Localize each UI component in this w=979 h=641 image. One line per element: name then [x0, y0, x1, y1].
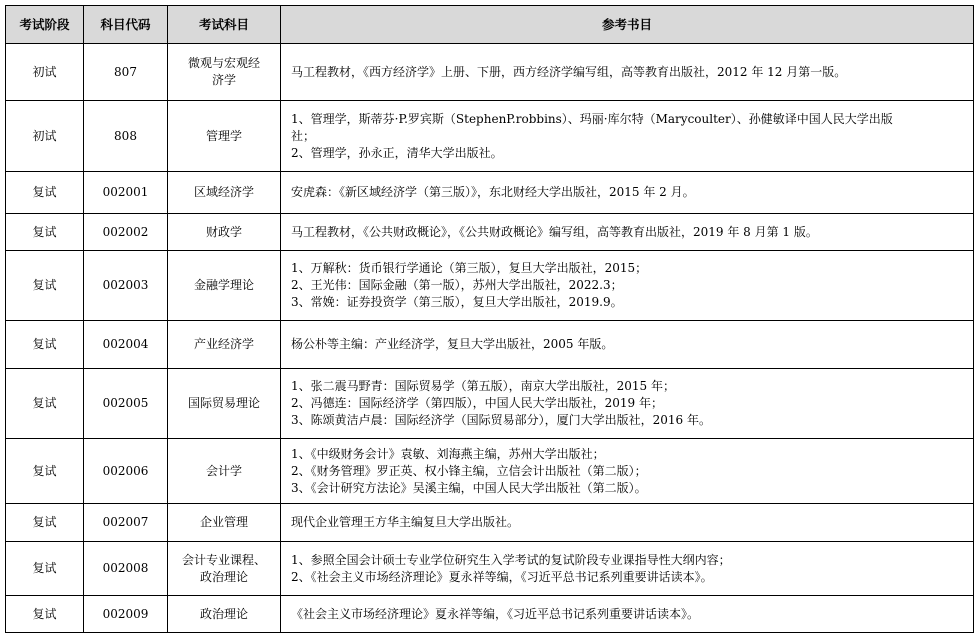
stage-cell: 复试	[6, 439, 84, 504]
reference-line: 安虎森：《新区域经济学（第三版）》，东北财经大学出版社，2015 年 2 月。	[291, 185, 695, 199]
reference-line: 1、张二震马野青：国际贸易学（第五版），南京大学出版社，2015 年；	[291, 379, 675, 393]
table-row	[6, 439, 974, 504]
reference-line: 杨公朴等主编：产业经济学，复旦大学出版社，2005 年版。	[291, 337, 614, 351]
references-cell	[281, 321, 974, 369]
reference-line: 2、管理学，孙永正，清华大学出版社。	[291, 145, 503, 160]
header-code: 科目代码	[84, 6, 168, 44]
subject-line: 微观与宏观经	[187, 56, 260, 70]
reference-line: 1、参照全国会计硕士专业学位研究生入学考试的复试阶段专业课指导性大纲内容；	[291, 552, 731, 567]
reference-book-table	[5, 5, 974, 633]
reference-line: 2、《社会主义市场经济理论》夏永祥等编，《习近平总书记系列重要讲话读本》。	[291, 569, 713, 584]
code-cell: 002001	[84, 172, 168, 214]
code-cell: 002006	[84, 439, 168, 504]
code-cell: 002009	[84, 596, 168, 633]
table-row	[6, 369, 974, 439]
code-cell: 002004	[84, 321, 168, 369]
subject-cell	[168, 251, 281, 321]
table-row	[6, 214, 974, 251]
reference-line: 3、《会计研究方法论》吴溪主编，中国人民大学出版社（第二版）。	[291, 480, 647, 495]
subject-cell	[168, 596, 281, 633]
references-cell	[281, 542, 974, 596]
references-cell	[281, 439, 974, 504]
subject-cell	[168, 214, 281, 251]
stage-cell: 复试	[6, 172, 84, 214]
table-row	[6, 172, 974, 214]
table-row	[6, 321, 974, 369]
subject-cell	[168, 542, 281, 596]
stage-cell: 复试	[6, 251, 84, 321]
references-cell	[281, 44, 974, 101]
subject-line: 区域经济学	[193, 185, 254, 199]
reference-line: 社；	[291, 128, 316, 143]
references-cell	[281, 504, 974, 542]
code-cell: 002008	[84, 542, 168, 596]
references-cell	[281, 101, 974, 172]
references-cell	[281, 214, 974, 251]
header-subject: 考试科目	[168, 6, 281, 44]
table-row	[6, 44, 974, 101]
stage-cell: 复试	[6, 214, 84, 251]
stage-cell: 初试	[6, 44, 84, 101]
code-cell: 807	[84, 44, 168, 101]
subject-line: 政治理论	[199, 606, 248, 621]
header-stage: 考试阶段	[6, 6, 84, 44]
subject-line: 济学	[211, 73, 236, 87]
references-cell	[281, 596, 974, 633]
code-cell: 808	[84, 101, 168, 172]
reference-line: 《社会主义市场经济理论》夏永祥等编，《习近平总书记系列重要讲话读本》。	[291, 606, 700, 621]
stage-cell: 复试	[6, 321, 84, 369]
stage-cell: 复试	[6, 596, 84, 633]
stage-cell: 复试	[6, 542, 84, 596]
subject-cell	[168, 321, 281, 369]
reference-line: 1、管理学，斯蒂芬·P.罗宾斯（StephenP.robbins）、玛丽·库尔特（Marycoulter）、孙健敏译中国人民大学出版	[291, 111, 893, 126]
stage-cell: 复试	[6, 369, 84, 439]
reference-line: 2、冯德连：国际经济学（第四版），中国人民大学出版社，2019 年；	[291, 396, 663, 410]
reference-line: 马工程教材，《西方经济学》上册、下册，西方经济学编写组，高等教育出版社，2012 年 12 月第一版。	[291, 64, 847, 79]
subject-line: 管理学	[205, 128, 242, 143]
subject-line: 产业经济学	[193, 337, 254, 351]
subject-cell	[168, 44, 281, 101]
reference-line: 现代企业管理王方华主编复旦大学出版社。	[291, 515, 520, 529]
subject-cell	[168, 101, 281, 172]
table-row	[6, 504, 974, 542]
subject-cell	[168, 369, 281, 439]
subject-line: 国际贸易理论	[187, 396, 260, 410]
subject-line: 政治理论	[199, 569, 248, 584]
subject-line: 会计学	[205, 463, 242, 478]
header-references: 参考书目	[281, 6, 974, 44]
table-row	[6, 101, 974, 172]
subject-line: 金融学理论	[193, 278, 254, 292]
references-cell	[281, 369, 974, 439]
stage-cell: 初试	[6, 101, 84, 172]
code-cell: 002002	[84, 214, 168, 251]
code-cell: 002005	[84, 369, 168, 439]
reference-line: 1、万解秋：货币银行学通论（第三版），复旦大学出版社，2015；	[291, 261, 648, 275]
reference-line: 3、陈颂黄洁卢晨：国际经济学（国际贸易部分），厦门大学出版社，2016 年。	[291, 413, 711, 427]
subject-cell	[168, 504, 281, 542]
stage-cell: 复试	[6, 504, 84, 542]
subject-cell	[168, 172, 281, 214]
reference-line: 2、《财务管理》罗正英、权小锋主编，立信会计出版社（第二版）；	[291, 463, 647, 478]
table-row	[6, 542, 974, 596]
references-cell	[281, 172, 974, 214]
subject-line: 会计专业课程、	[181, 552, 266, 567]
table-header-row	[6, 6, 974, 44]
reference-line: 2、王光伟：国际金融（第一版），苏州大学出版社，2022.3；	[291, 278, 623, 292]
subject-line: 财政学	[205, 224, 242, 239]
reference-line: 3、常娩：证券投资学（第三版），复旦大学出版社，2019.9。	[291, 295, 623, 309]
table-row	[6, 596, 974, 633]
reference-line: 1、《中级财务会计》袁敏、刘海燕主编，苏州大学出版社；	[291, 446, 605, 461]
code-cell: 002007	[84, 504, 168, 542]
subject-line: 企业管理	[199, 515, 248, 529]
code-cell: 002003	[84, 251, 168, 321]
table-row	[6, 251, 974, 321]
subject-cell	[168, 439, 281, 504]
references-cell	[281, 251, 974, 321]
reference-line: 马工程教材，《公共财政概论》，《公共财政概论》编写组，高等教育出版社，2019 年 8 月第 1 版。	[291, 224, 818, 239]
